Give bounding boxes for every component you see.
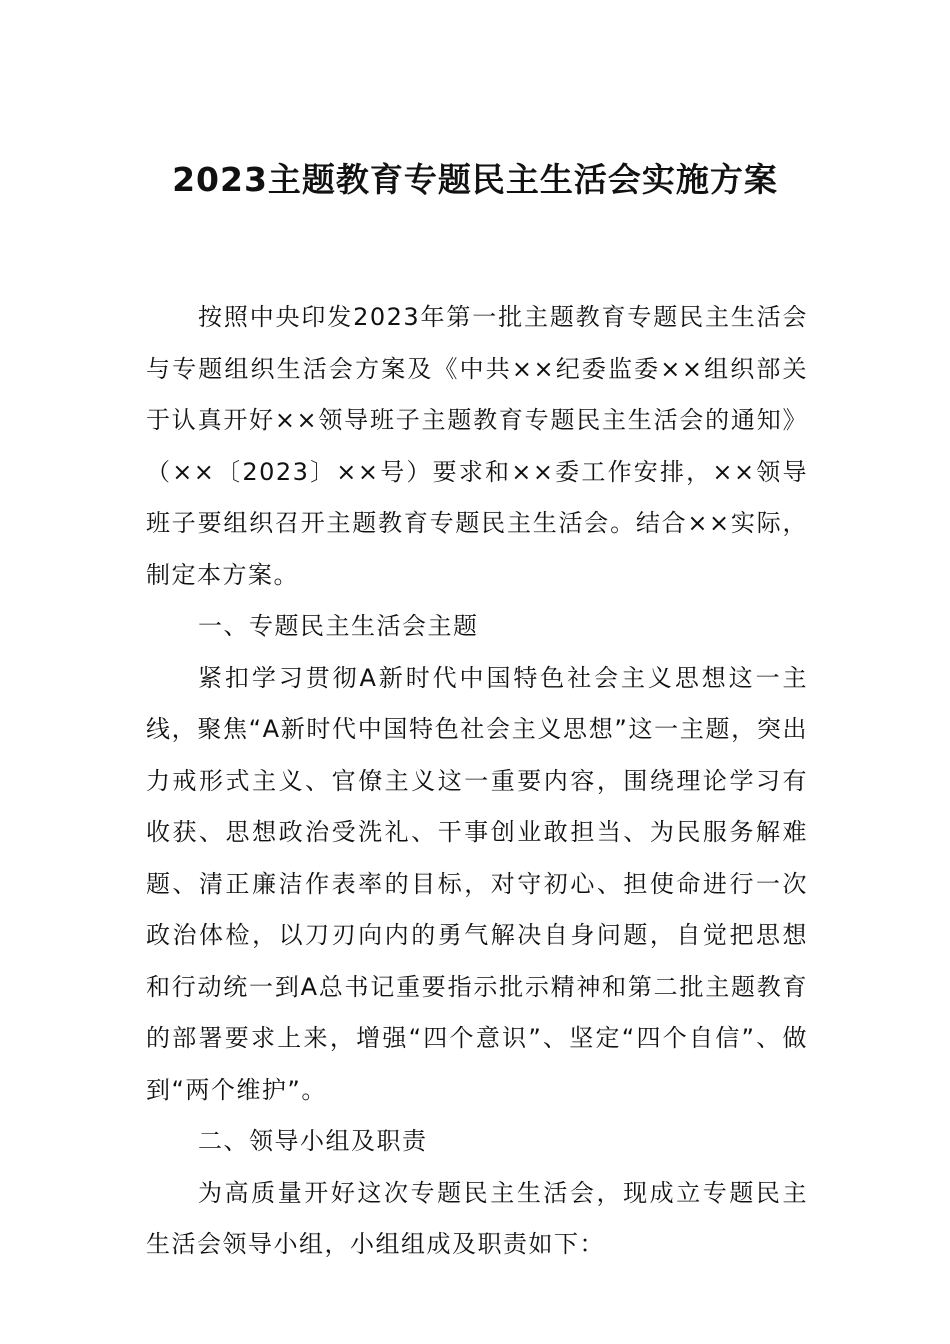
- section-heading-leadership: 二、领导小组及职责: [198, 1127, 428, 1155]
- intro-paragraph: 按照中央印发2023年第一批主题教育专题民主生活会与专题组织生活会方案及《中共××纪委监委××组织部关于认真开好××领导班子主题教育专题民主生活会的通知》（××〔2023〕××号）要求和××委工作安排，××领导班子要组织召开主题教育专题民主生活会。结合××实际，制定本方案。: [146, 303, 808, 589]
- theme-paragraph: 紧扣学习贯彻A新时代中国特色社会主义思想这一主线，聚焦“A新时代中国特色社会主义思想”这一主题，突出力戒形式主义、官僚主义这一重要内容，围绕理论学习有收获、思想政治受洗礼、干事创业敢担当、为民服务解难题、清正廉洁作表率的目标，对守初心、担使命进行一次政治体检，以刀刃向内的勇气解决自身问题，自觉把思想和行动统一到A总书记重要指示批示精神和第二批主题教育的部署要求上来，增强“四个意识”、坚定“四个自信”、做到“两个维护”。: [146, 663, 808, 1104]
- document-title: 2023主题教育专题民主生活会实施方案: [172, 160, 778, 199]
- section-heading-theme: 一、专题民主生活会主题: [198, 612, 479, 640]
- leadership-paragraph: 为高质量开好这次专题民主生活会，现成立专题民主生活会领导小组，小组组成及职责如下：: [146, 1178, 808, 1258]
- document-body: [146, 292, 808, 1271]
